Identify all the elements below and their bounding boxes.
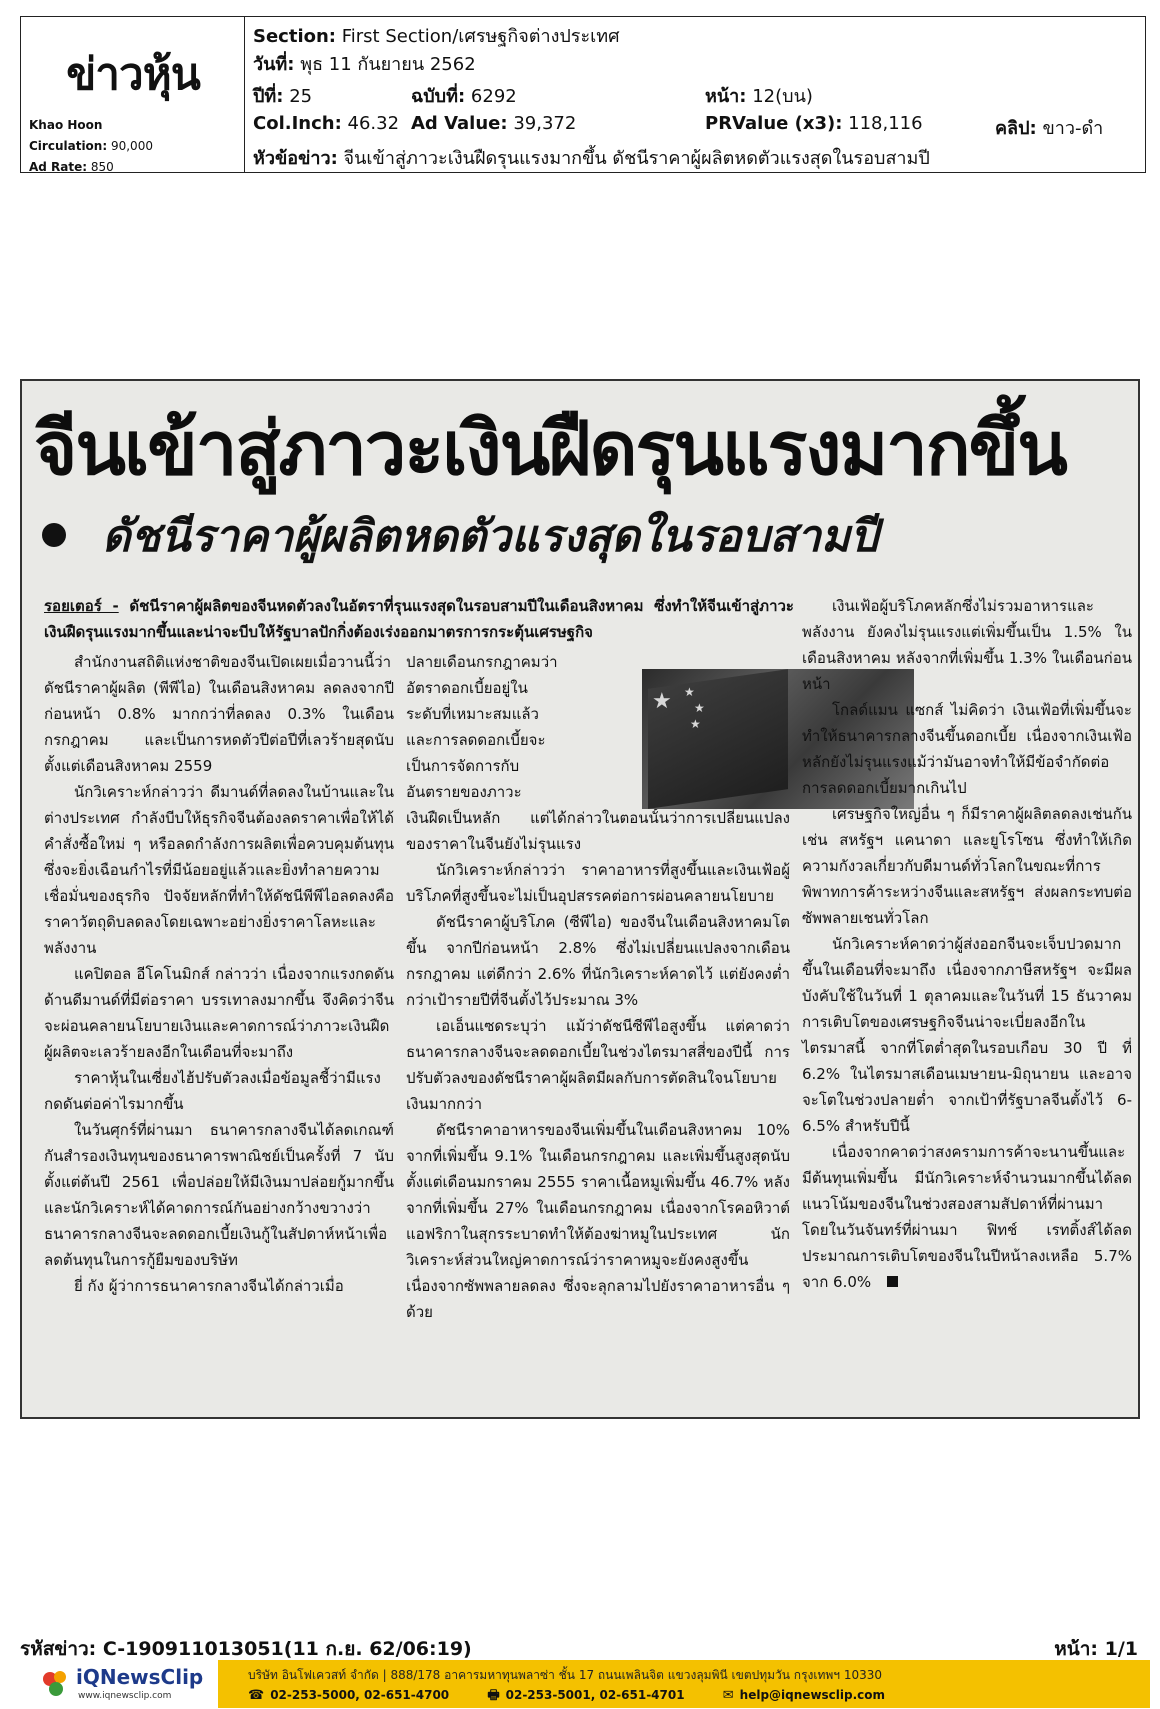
issue-cell xyxy=(411,81,517,110)
contact-line xyxy=(248,1686,919,1708)
colinch-cell xyxy=(253,113,399,134)
paragraph: นักวิเคราะห์กล่าวว่า ราคาอาหารที่สูงขึ้นและเงินเฟ้อผู้บริโภคที่สูงขึ้นจะไม่เป็นอุปสรรคต่อการผ่อนคลายนโยบาย xyxy=(406,861,790,905)
article-subtitle: ดัชนีราคาผู้ผลิตหดตัวแรงสุดในรอบสามปี xyxy=(102,511,878,562)
value-row xyxy=(253,113,1133,139)
article-subtitle-row xyxy=(42,509,1132,565)
article-lead xyxy=(44,593,794,645)
year-value: 25 xyxy=(289,86,313,107)
email-group xyxy=(723,1688,885,1702)
flag-star-icon: ★ xyxy=(690,717,701,731)
date-row xyxy=(253,49,476,78)
end-mark-icon xyxy=(887,1276,898,1287)
clip-label: คลิป: xyxy=(995,118,1037,139)
paragraph: ราคาหุ้นในเซี่ยงไฮ้ปรับตัวลงเมื่อข้อมูลชี้ว่ามีแรงกดดันต่อค่าไรมากขึ้น xyxy=(44,1069,381,1113)
page-label: หน้า: xyxy=(705,86,747,107)
page-cell xyxy=(705,81,813,110)
email-address: help@iqnewsclip.com xyxy=(739,1688,886,1702)
email-icon: ✉ xyxy=(722,1688,734,1703)
date-label: วันที่: xyxy=(253,54,295,75)
section-row xyxy=(253,21,620,50)
paragraph: ในวันศุกร์ที่ผ่านมา ธนาคารกลางจีนได้ลดเกณฑ์กันสำรองเงินทุนของธนาคารพาณิชย์เป็นครั้งที่ 7 นับตั้งแต่ต้นปี 2561 เพื่อปล่อยให้มีเงินมาปล่อยกู้มากขึ้น และนักวิเคราะห์ได้คาดการณ์กันอย่างกว้างขวางว่าธนาคารกลางจีนจะลดดอกเบี้ยเงินกู้ในสัปดาห์หน้าเพื่อลดต้นทุนในการกู้ยืมของบริษัท xyxy=(44,1121,394,1269)
flag-star-icon: ★ xyxy=(652,689,672,714)
paragraph: สำนักงานสถิติแห่งชาติของจีนเปิดเผยเมื่อวานนี้ว่า ดัชนีราคาผู้ผลิต (พีพีไอ) ในเดือนสิงหาคม ลดลงจากปีก่อนหน้า 0.8% มากกว่าที่ลดลง 0.3% ในเดือนกรกฎาคม และเป็นการหดตัวปีต่อปีที่เลวร้ายสุดนับตั้งแต่เดือนสิงหาคม 2559 xyxy=(44,653,394,775)
advalue-cell xyxy=(411,113,576,134)
iqnewsclip-logo xyxy=(40,1663,230,1707)
headline-row xyxy=(253,143,930,172)
article-column-3 xyxy=(802,593,1132,1295)
year-cell xyxy=(253,81,312,110)
year-label: ปีที่: xyxy=(253,86,284,107)
publication-panel xyxy=(21,17,245,172)
date-value: พุธ 11 กันยายน 2562 xyxy=(300,54,476,75)
paragraph: เงินเฟ้อผู้บริโภคหลักซึ่งไม่รวมอาหารและพลังงาน ยังคงไม่รุนแรงแต่เพิ่มขึ้นเป็น 1.5% ในเดือนสิงหาคม หลังจากที่เพิ่มขึ้น 1.3% ในเดือนก่อนหน้า xyxy=(802,597,1132,693)
iqnewsclip-logo-icon xyxy=(40,1667,72,1699)
article-clipping xyxy=(20,379,1140,1419)
prvalue-cell xyxy=(705,113,923,134)
article-title: จีนเข้าสู่ภาวะเงินฝืดรุนแรงมากขึ้น xyxy=(34,406,1066,492)
headline-label: หัวข้อข่าว: xyxy=(253,148,338,169)
colinch-value: 46.32 xyxy=(347,113,400,134)
flag-star-icon: ★ xyxy=(694,701,705,715)
article-column-1 xyxy=(44,649,394,1299)
page-value: 12(บน) xyxy=(752,86,813,107)
ad-rate-label: Ad Rate: xyxy=(29,160,88,174)
fax-group xyxy=(487,1688,684,1702)
headline-value: จีนเข้าสู่ภาวะเงินฝืดรุนแรงมากขึ้น ดัชนีราคาผู้ผลิตหดตัวแรงสุดในรอบสามปี xyxy=(343,148,930,169)
paragraph: ยี่ กัง ผู้ว่าการธนาคารกลางจีนได้กล่าวเมื่อ xyxy=(74,1277,344,1295)
bullet-icon xyxy=(42,523,66,547)
advalue-label: Ad Value: xyxy=(411,113,508,134)
clip-header xyxy=(20,16,1146,173)
prvalue-label: PRValue (x3): xyxy=(705,113,843,134)
clip-value: ขาว-ดำ xyxy=(1042,118,1104,139)
paragraph: เศรษฐกิจใหญ่อื่น ๆ ก็มีราคาผู้ผลิตลดลงเช่นกัน เช่น สหรัฐฯ แคนาดา และยูโรโซน ซึ่งทำให้เกิดความกังวลเกี่ยวกับดีมานด์ทั่วโลกในขณะที่การพิพาทการค้าระหว่างจีนและสหรัฐฯ ส่งผลกระทบต่อซัพพลายเชนทั่วโลก xyxy=(802,805,1132,927)
fax-numbers: 02-253-5001, 02-651-4701 xyxy=(505,1688,685,1702)
paragraph: นักวิเคราะห์กล่าวว่า ดีมานด์ที่ลดลงในบ้านและในต่างประเทศ กำลังบีบให้ธุรกิจจีนต้องลดราคาเพื่อให้ได้คำสั่งซื้อใหม่ ๆ หรือลดกำลังการผลิตเพื่อควบคุมต้นทุน ซึ่งจะยิ่งเฉือนกำไรที่มีน้อยอยู่แล้วและยิ่งทำลายความเชื่อมั่นของธุรกิจ ปัจจัยหลักที่ทำให้ดัชนีพีพีไอลดลงคือ ราคาวัตถุดิบลดลงโดยเฉพาะอย่างยิ่งราคาโลหะและพลังงาน xyxy=(44,783,394,957)
section-label: Section: xyxy=(253,26,336,47)
circulation-value: 90,000 xyxy=(110,139,153,153)
ad-rate-value: 850 xyxy=(90,160,114,174)
clip-info-panel xyxy=(253,17,1145,172)
byline: รอยเตอร์ - xyxy=(44,597,119,615)
clip-cell xyxy=(995,113,1103,142)
colinch-label: Col.Inch: xyxy=(253,113,342,134)
contact-strip xyxy=(218,1660,1150,1708)
publication-meta xyxy=(29,115,153,178)
phone-icon: ☎ xyxy=(248,1688,265,1703)
footer-bar xyxy=(20,1660,1150,1708)
advalue-value: 39,372 xyxy=(513,113,577,134)
paragraph-last xyxy=(802,1139,1132,1295)
fax-icon: 🖶 xyxy=(487,1688,500,1703)
circulation-label: Circulation: xyxy=(29,139,108,153)
paragraph: แคปิตอล อีโคโนมิกส์ กล่าวว่า เนื่องจากแรงกดดันด้านดีมานด์ที่มีต่อราคา บรรเทาลงมากขึ้น จึงคิดว่าจีนจะผ่อนคลายนโยบายเงินและคาดการณ์ว่าภาวะเงินฝืดผู้ผลิตจะเลวร้ายลงอีกในเดือนที่จะมาถึง xyxy=(44,965,394,1061)
paragraph: เอเอ็นแซดระบุว่า แม้ว่าดัชนีซีพีไอสูงขึ้น แต่คาดว่าธนาคารกลางจีนจะลดดอกเบี้ยในช่วงไตรมาสสี่ของปีนี้ การปรับตัวลงของดัชนีราคาผู้ผลิตมีผลกับการตัดสินใจนโยบายเงินมากกว่า xyxy=(406,1017,790,1113)
brand-url: www.iqnewsclip.com xyxy=(78,1691,172,1701)
brand-name: iQNewsClip xyxy=(76,1665,204,1689)
flag-star-icon: ★ xyxy=(684,685,695,699)
prvalue-value: 118,116 xyxy=(848,113,923,134)
page-count: หน้า: 1/1 xyxy=(1054,1638,1138,1660)
paragraph: โกลด์แมน แซกส์ ไม่คิดว่า เงินเฟ้อที่เพิ่มขึ้นจะทำให้ธนาคารกลางจีนขึ้นดอกเบี้ย เนื่องจากเงินเฟ้อหลักยังไม่รุนแรงแม้ว่ามันอาจทำให้มีข้อจำกัดต่อการลดดอกเบี้ยมากเกินไป xyxy=(802,701,1132,797)
publication-logo: ข่าวหุ้น xyxy=(66,49,200,100)
paragraph: ปลายเดือนกรกฎาคมว่าอัตราดอกเบี้ยอยู่ในระดับที่เหมาะสมแล้วและการลดดอกเบี้ยจะเป็นการจัดการกับอันตรายของภาวะเงินฝืดเป็นหลัก แต่ได้กล่าวในตอนนั้นว่าการเปลี่ยนแปลงของราคาในจีนยังไม่รุนแรง xyxy=(406,653,790,853)
paragraph: นักวิเคราะห์คาดว่าผู้ส่งออกจีนจะเจ็บปวดมากขึ้นในเดือนที่จะมาถึง เนื่องจากภาษีสหรัฐฯ จะมีผลบังคับใช้ในวันที่ 1 ตุลาคมและในวันที่ 15 ธันวาคม การเติบโตของเศรษฐกิจจีนน่าจะเบี่ยลงอีกในไตรมาสนี้ จากที่โตต่ำสุดในรอบเกือบ 30 ปี ที่ 6.2% ในไตรมาสเดือนเมษายน-มิถุนายน และอาจจะโตในช่วงปลายต่ำ จากเป้าที่รัฐบาลจีนตั้งไว้ 6-6.5% สำหรับปีนี้ xyxy=(802,935,1132,1135)
issue-row xyxy=(253,81,1133,107)
issue-value: 6292 xyxy=(470,86,517,107)
section-value: First Section/เศรษฐกิจต่างประเทศ xyxy=(341,26,620,47)
lead-text: ดัชนีราคาผู้ผลิตของจีนหดตัวลงในอัตราที่รุนแรงสุดในรอบสามปีในเดือนสิงหาคม ซึ่งทำให้จีนเข้าสู่ภาวะเงินฝืดรุนแรงมากขึ้นและน่าจะบีบให้รัฐบาลปักกิ่งต้องเร่งออกมาตรการกระตุ้นเศรษฐกิจ xyxy=(44,597,794,641)
paragraph: ดัชนีราคาอาหารของจีนเพิ่มขึ้นในเดือนสิงหาคม 10% จากที่เพิ่มขึ้น 9.1% ในเดือนกรกฎาคม และเพิ่มขึ้นสูงสุดนับตั้งแต่เดือนมกราคม 2555 ราคาเนื้อหมูเพิ่มขึ้น 46.7% หลังจากที่เพิ่มขึ้น 27% ในเดือนกรกฎาคม เนื่องจากโรคอหิวาต์แอฟริกาในสุกรระบาดทำให้ต้องฆ่าหมูในประเทศ นักวิเคราะห์ส่วนใหญ่คาดการณ์ว่าราคาหมูจะยังคงสูงขึ้นเนื่องจากซัพพลายลดลง ซึ่งจะลุกลามไปยังราคาอาหารอื่น ๆ ด้วย xyxy=(406,1121,790,1321)
issue-label: ฉบับที่: xyxy=(411,86,466,107)
phone-group xyxy=(248,1688,449,1702)
phone-numbers: 02-253-5000, 02-651-4700 xyxy=(270,1688,450,1702)
paragraph: ดัชนีราคาผู้บริโภค (ซีพีไอ) ของจีนในเดือนสิงหาคมโตขึ้น จากปีก่อนหน้า 2.8% ซึ่งไม่เปลี่ยนแปลงจากเดือนกรกฎาคม แต่ดีกว่า 2.6% ที่นักวิเคราะห์คาดไว้ แต่ยังคงต่ำกว่าเป้ารายปีที่จีนตั้งไว้ประมาณ 3% xyxy=(406,913,790,1009)
paragraph-text: เนื่องจากคาดว่าสงครามการค้าจะนานขึ้นและมีต้นทุนเพิ่มขึ้น มีนักวิเคราะห์จำนวนมากขึ้นได้ลดแนวโน้มของจีนในช่วงสองสามสัปดาห์ที่ผ่านมา โดยในวันจันทร์ที่ผ่านมา ฟิทช์ เรทติ้งส์ได้ลดประมาณการเติบโตของจีนในปีหน้าลงเหลือ 5.7% จาก 6.0% xyxy=(802,1143,1132,1291)
company-address: บริษัท อินโฟเควสท์ จำกัด | 888/178 อาคารมหาทุนพลาซ่า ชั้น 17 ถนนเพลินจิต แขวงลุมพินี เขตปทุมวัน กรุงเทพฯ 10330 xyxy=(248,1668,883,1682)
publication-en: Khao Hoon xyxy=(29,118,103,132)
news-code: รหัสข่าว: C-190911013051(11 ก.ย. 62/06:19) xyxy=(20,1638,472,1660)
